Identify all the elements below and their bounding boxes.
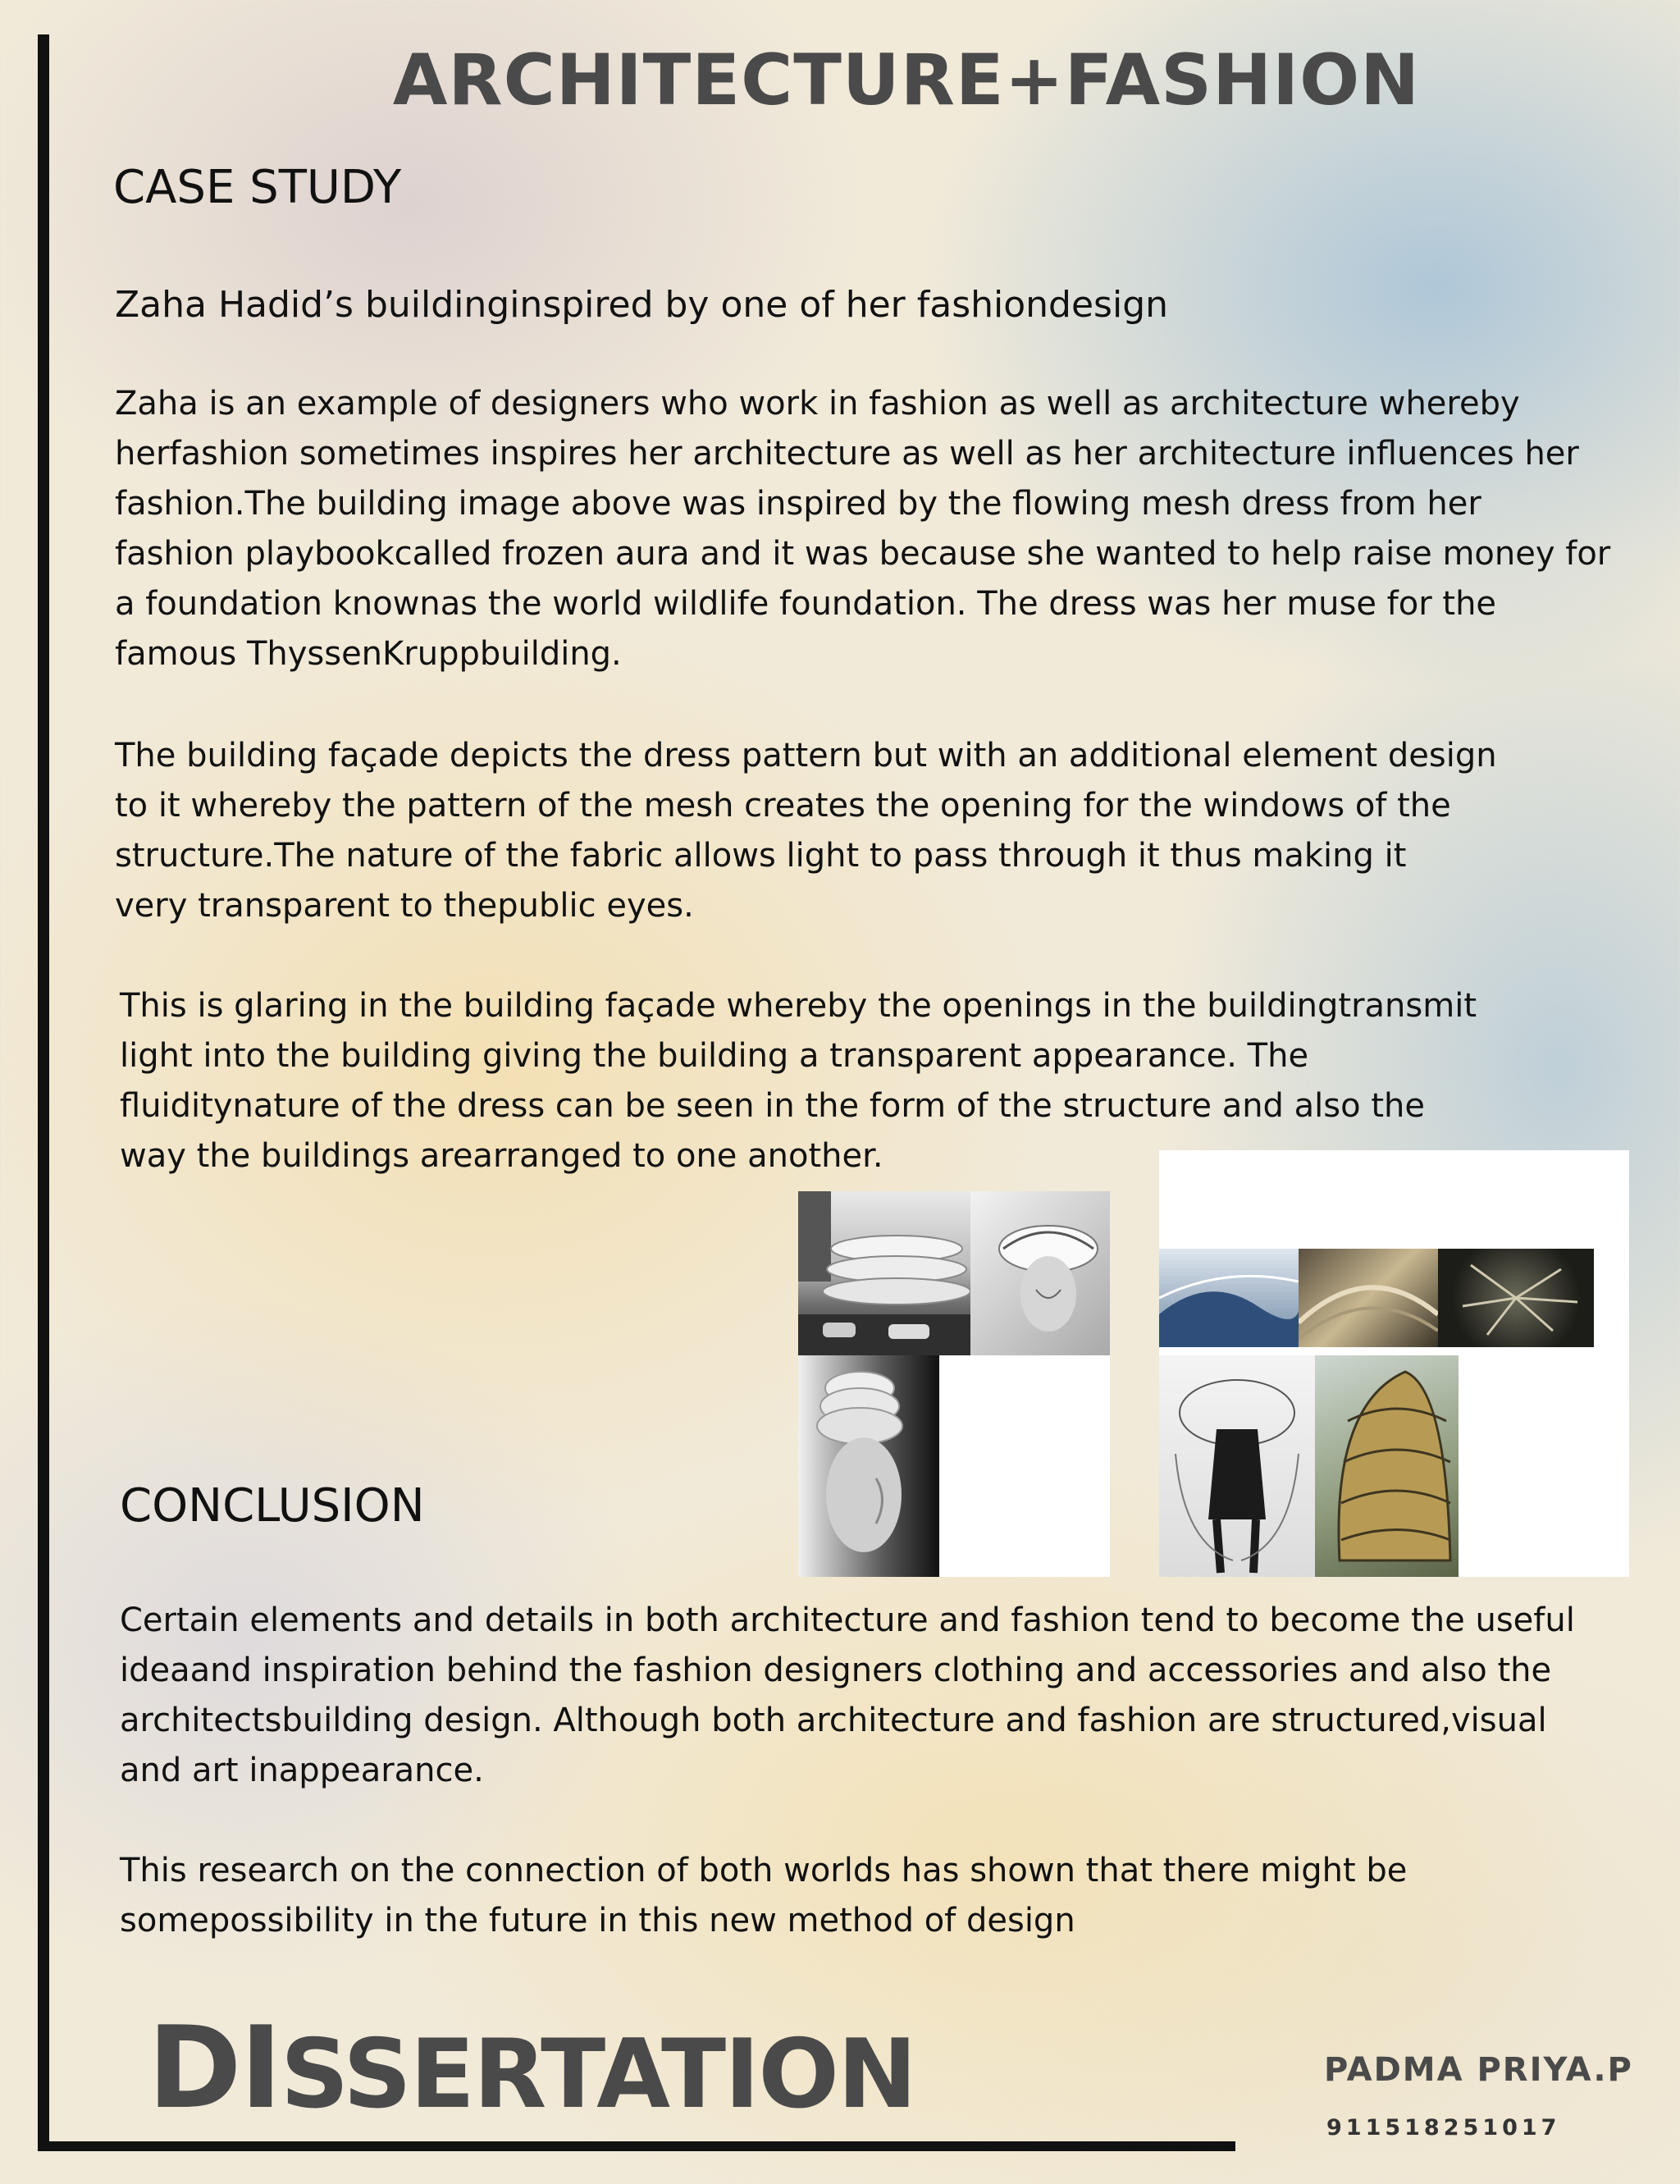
- right-image-collage: [1159, 1150, 1629, 1577]
- case-study-paragraph-2: [115, 731, 1591, 931]
- frame-bottom-bar: [38, 2141, 1235, 2151]
- dissertation-title-small: SSERTATION: [280, 2019, 916, 2130]
- conclusion-paragraph-2: [120, 1846, 1596, 1946]
- text-line: way the buildings arearranged to one another.: [120, 1137, 883, 1175]
- mesh-dress-photo: [1159, 1355, 1315, 1577]
- text-line: herfashion sometimes inspires her architecture as well as her architecture influences her: [115, 435, 1579, 473]
- case-study-subtitle: Zaha Hadid’s buildinginspired by one of her fashiondesign: [115, 284, 1169, 326]
- text-line: This is glaring in the building façade whereby the openings in the buildingtransmit: [120, 987, 1477, 1025]
- text-line: fashion playbookcalled frozen aura and it was because she wanted to help raise money for: [115, 535, 1611, 573]
- text-line: architectsbuilding design. Although both architecture and fashion are structured,visual: [120, 1702, 1547, 1739]
- text-line: Certain elements and details in both architecture and fashion tend to become the useful: [120, 1601, 1575, 1639]
- left-image-collage: [798, 1191, 1110, 1577]
- sculpted-head-photo: [798, 1355, 939, 1577]
- text-line: structure.The nature of the fabric allows light to pass through it thus making it: [115, 837, 1407, 875]
- text-line: Zaha is an example of designers who work in fashion as well as architecture whereby: [115, 385, 1520, 423]
- text-line: ideaand inspiration behind the fashion designers clothing and accessories and also the: [120, 1652, 1552, 1689]
- dark-sculpture-photo: [1438, 1249, 1594, 1347]
- text-line: This research on the connection of both worlds has shown that there might be: [120, 1852, 1408, 1889]
- dissertation-title: [148, 2002, 915, 2134]
- interior-curves-photo: [1159, 1249, 1299, 1347]
- text-line: very transparent to thepublic eyes.: [115, 887, 694, 925]
- case-study-paragraph-1: [115, 379, 1673, 679]
- text-line: a foundation knownas the world wildlife foundation. The dress was her muse for the: [115, 585, 1497, 623]
- mesh-facade-photo: [1299, 1249, 1438, 1347]
- text-line: somepossibility in the future in this new method of design: [120, 1902, 1075, 1940]
- text-line: to it whereby the pattern of the mesh creates the opening for the windows of the: [115, 787, 1451, 825]
- hat-fashion-photo: [970, 1191, 1110, 1355]
- dissertation-title-big: DI: [148, 2002, 281, 2134]
- conclusion-paragraph-1: [120, 1596, 1662, 1796]
- text-line: and art inappearance.: [120, 1752, 484, 1789]
- author-name: PADMA PRIYA.P: [1324, 2051, 1633, 2089]
- case-study-heading: CASE STUDY: [113, 161, 402, 214]
- text-line: famous ThyssenKruppbuilding.: [115, 635, 622, 673]
- text-line: light into the building giving the building a transparent appearance. The: [120, 1037, 1309, 1075]
- frame-left-bar: [38, 34, 49, 2151]
- text-line: fashion.The building image above was inspired by the flowing mesh dress from her: [115, 485, 1481, 523]
- text-line: The building façade depicts the dress pattern but with an additional element design: [115, 737, 1497, 774]
- conclusion-heading: CONCLUSION: [120, 1479, 425, 1533]
- page-title: ARCHITECTURE+FASHION: [392, 39, 1421, 121]
- text-line: fluiditynature of the dress can be seen in the form of the structure and also the: [120, 1087, 1425, 1125]
- roll-number: 911518251017: [1326, 2115, 1561, 2141]
- thyssenkrupp-building-photo: [1315, 1355, 1459, 1577]
- guggenheim-building-photo: [798, 1191, 970, 1355]
